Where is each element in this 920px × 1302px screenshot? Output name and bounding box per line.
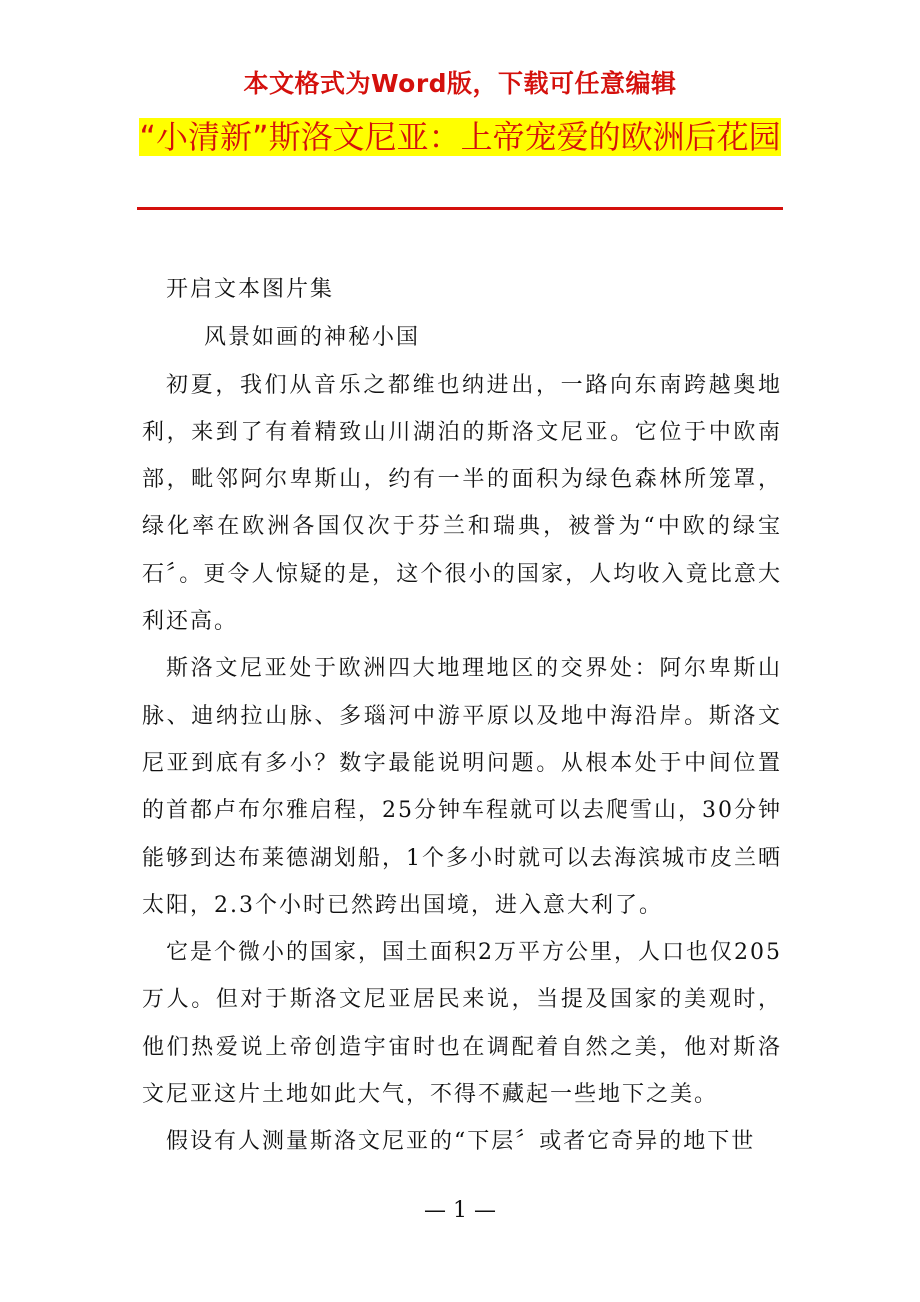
paragraph: 初夏，我们从音乐之都维也纳进出，一路向东南跨越奥地利，来到了有着精致山川湖泊的斯洛文尼亚。它位于中欧南部，毗邻阿尔卑斯山，约有一半的面积为绿色森林所笼罩，绿化率在欧洲各国仅次于芬兰和瑞典，被誉为“中欧的绿宝石〞。更令人惊疑的是，这个很小的国家，人均收入竟比意大利还高。: [142, 372, 782, 635]
page-number: — 1 —: [424, 1198, 496, 1223]
title-divider: [137, 207, 783, 210]
paragraph: 假设有人测量斯洛文尼亚的“下层〞或者它奇异的地下世: [166, 1129, 756, 1155]
article-title-text: “小清新”斯洛文尼亚：上帝宠爱的欧洲后花园: [139, 118, 781, 156]
format-notice: 本文格式为Word版，下载可任意编辑: [243, 69, 677, 98]
section-subheading: 风景如画的神秘小国: [204, 325, 421, 351]
image-gallery-label: 开启文本图片集: [166, 277, 335, 302]
article-title: [137, 112, 783, 163]
article-body: [142, 266, 782, 1166]
paragraph: 斯洛文尼亚处于欧洲四大地理地区的交界处：阿尔卑斯山脉、迪纳拉山脉、多瑙河中游平原以及地中海沿岸。斯洛文尼亚到底有多小？数字最能说明问题。从根本处于中间位置的首都卢布尔雅启程，25分钟车程就可以去爬雪山，30分钟能够到达布莱德湖划船，1个多小时就可以去海滨城市皮兰晒太阳，2.3个小时已然跨出国境，进入意大利了。: [142, 656, 782, 918]
paragraph: 它是个微小的国家，国土面积2万平方公里，人口也仅205万人。但对于斯洛文尼亚居民来说，当提及国家的美观时，他们热爱说上帝创造宇宙时也在调配着自然之美，他对斯洛文尼亚这片土地如此大气，不得不藏起一些地下之美。: [142, 940, 782, 1108]
